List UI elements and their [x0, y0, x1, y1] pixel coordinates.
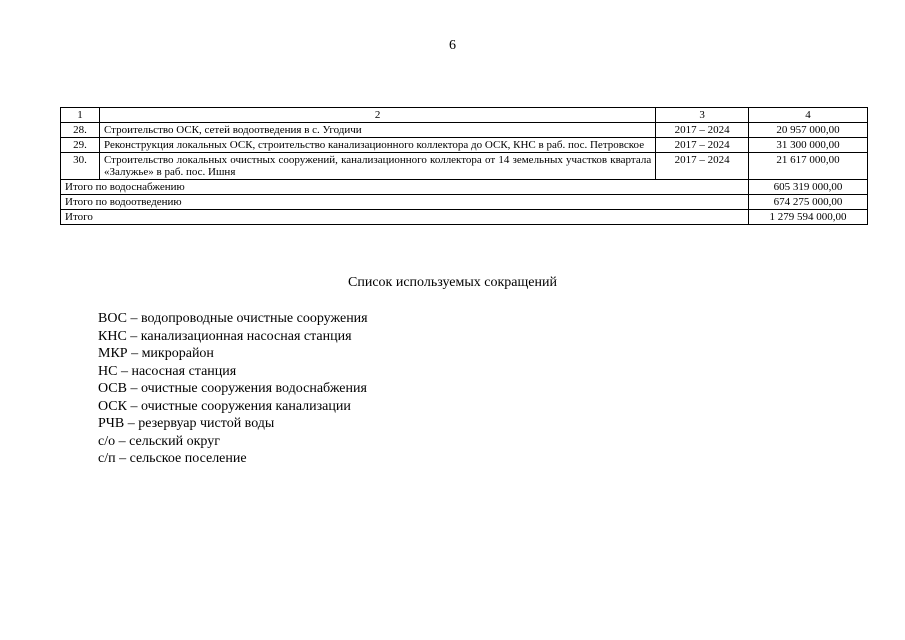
row-period: 2017 – 2024: [656, 153, 749, 180]
total-row-water-supply: [61, 180, 868, 195]
row-amount: 31 300 000,00: [749, 138, 868, 153]
row-number: 28.: [61, 123, 100, 138]
abbreviations-list: [98, 310, 368, 468]
table-header-row: [61, 108, 868, 123]
total-amount: 605 319 000,00: [749, 180, 868, 195]
total-amount: 1 279 594 000,00: [749, 210, 868, 225]
abbreviation-item: МКР – микрорайон: [98, 346, 214, 361]
row-name: Реконструкция локальных ОСК, строительство канализационного коллектора до ОСК, КНС в раб. пос. Петровское: [99, 138, 655, 153]
page-number: 6: [449, 38, 456, 53]
row-period: 2017 – 2024: [656, 123, 749, 138]
abbreviations-title: Список используемых сокращений: [348, 275, 557, 290]
abbreviation-item: ВОС – водопроводные очистные сооружения: [98, 311, 368, 326]
row-amount: 21 617 000,00: [749, 153, 868, 180]
row-name: Строительство ОСК, сетей водоотведения в с. Угодичи: [99, 123, 655, 138]
abbreviation-item: ОСК – очистные сооружения канализации: [98, 398, 351, 414]
total-row-sewerage: [61, 195, 868, 210]
total-row-grand: [61, 210, 868, 225]
header-cell: 2: [99, 108, 655, 123]
abbreviation-item: ОСВ – очистные сооружения водоснабжения: [98, 381, 367, 396]
table-row: [61, 138, 868, 153]
row-number: 30.: [61, 153, 100, 180]
total-label: Итого: [61, 210, 749, 225]
table-row: [61, 153, 868, 180]
row-number: 29.: [61, 138, 100, 153]
abbreviation-item: РЧВ – резервуар чистой воды: [98, 416, 275, 431]
row-period: 2017 – 2024: [656, 138, 749, 153]
header-cell: 3: [656, 108, 749, 123]
total-amount: 674 275 000,00: [749, 195, 868, 210]
total-label: Итого по водоотведению: [61, 195, 749, 210]
total-label: Итого по водоснабжению: [61, 180, 749, 195]
abbreviation-item: с/о – сельский округ: [98, 433, 220, 449]
table-row: [61, 123, 868, 138]
abbreviation-item: КНС – канализационная насосная станция: [98, 328, 352, 344]
abbreviation-item: НС – насосная станция: [98, 363, 237, 379]
row-amount: 20 957 000,00: [749, 123, 868, 138]
header-cell: 1: [61, 108, 100, 123]
data-table: [60, 107, 868, 225]
header-cell: 4: [749, 108, 868, 123]
row-name: Строительство локальных очистных сооружений, канализационного коллектора от 14 земельных участков квартала «Залужье» в раб. пос. Ишня: [99, 153, 655, 180]
abbreviation-item: с/п – сельское поселение: [98, 451, 247, 466]
